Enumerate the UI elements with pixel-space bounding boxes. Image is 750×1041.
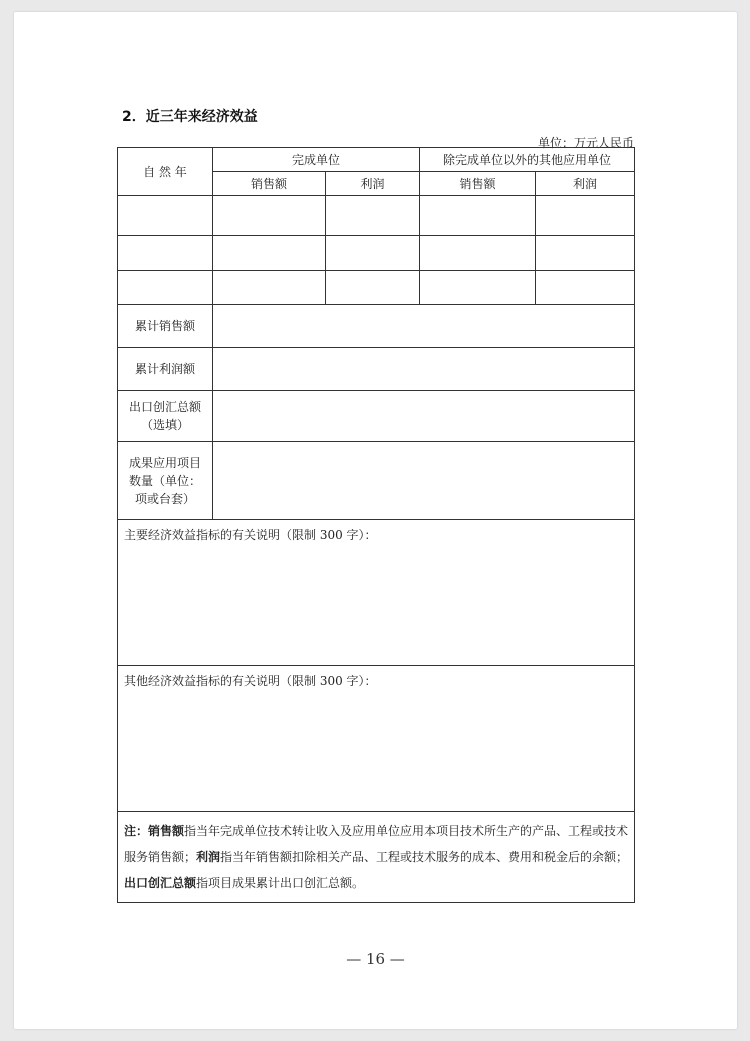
header-other-units: 除完成单位以外的其他应用单位 (420, 148, 635, 172)
note-text-profit: 指当年销售额扣除相关产品、工程或技术服务的成本、费用和税金后的余额； (220, 850, 629, 864)
year-row (118, 196, 635, 236)
total-profit-value[interactable] (213, 348, 635, 391)
sales-completing-cell[interactable] (213, 271, 326, 305)
note-row (118, 812, 635, 903)
sales-other-cell[interactable] (420, 271, 536, 305)
sales-other-cell[interactable] (420, 236, 536, 271)
main-indicators-label: 主要经济效益指标的有关说明（限制 300 字）： (124, 528, 377, 542)
sales-completing-cell[interactable] (213, 196, 326, 236)
export-label-line1: 出口创汇总额 (128, 400, 201, 414)
economic-benefit-table (117, 147, 635, 903)
projects-label-line3: 项或台套） (134, 491, 195, 506)
page-number: — 16 — (346, 950, 405, 968)
year-cell[interactable] (118, 236, 213, 271)
total-sales-value[interactable] (213, 305, 635, 348)
profit-completing-cell[interactable] (326, 196, 420, 236)
note-term-profit: 利润 (196, 850, 221, 864)
sales-completing-cell[interactable] (213, 236, 326, 271)
note-text-export: 指项目成果累计出口创汇总额。 (196, 876, 365, 890)
profit-other-cell[interactable] (536, 196, 635, 236)
document-page (14, 12, 737, 1029)
export-label-line2: （选填） (140, 418, 189, 432)
note-text (118, 812, 635, 903)
main-indicators-field[interactable] (118, 520, 635, 666)
header-profit-other: 利润 (536, 172, 635, 196)
total-sales-row (118, 305, 635, 348)
header-profit-completing: 利润 (326, 172, 420, 196)
profit-completing-cell[interactable] (326, 271, 420, 305)
header-row-1 (118, 148, 635, 172)
projects-label (118, 442, 213, 520)
header-natural-year: 自 然 年 (118, 148, 213, 196)
note-prefix: 注： (124, 824, 149, 838)
export-row (118, 391, 635, 442)
projects-value[interactable] (213, 442, 635, 520)
unit-label: 单位：万元人民币 (537, 136, 634, 150)
total-profit-label: 累计利润额 (118, 348, 213, 391)
projects-row (118, 442, 635, 520)
year-row (118, 271, 635, 305)
note-term-export: 出口创汇总额 (124, 876, 197, 890)
header-sales-completing: 销售额 (213, 172, 326, 196)
year-row (118, 236, 635, 271)
sales-other-cell[interactable] (420, 196, 536, 236)
projects-label-line2: 数量（单位： (128, 473, 201, 488)
projects-label-line1: 成果应用项目 (128, 455, 201, 470)
year-cell[interactable] (118, 196, 213, 236)
year-cell[interactable] (118, 271, 213, 305)
export-label (118, 391, 213, 442)
note-term-sales: 销售额 (148, 824, 185, 838)
header-completing-unit: 完成单位 (213, 148, 420, 172)
other-indicators-label: 其他经济效益指标的有关说明（限制 300 字）： (124, 674, 377, 688)
section-title: 2．近三年来经济效益 (122, 109, 258, 125)
header-sales-other: 销售额 (420, 172, 536, 196)
profit-other-cell[interactable] (536, 271, 635, 305)
profit-completing-cell[interactable] (326, 236, 420, 271)
other-indicators-row (118, 666, 635, 812)
note-text-sales: 指当年完成单位技术转让收入及应用单位应用本项目技术所生产的产品、工程或技术服务销售额； (124, 824, 629, 864)
profit-other-cell[interactable] (536, 236, 635, 271)
other-indicators-field[interactable] (118, 666, 635, 812)
total-profit-row (118, 348, 635, 391)
export-value[interactable] (213, 391, 635, 442)
total-sales-label: 累计销售额 (118, 305, 213, 348)
main-indicators-row (118, 520, 635, 666)
